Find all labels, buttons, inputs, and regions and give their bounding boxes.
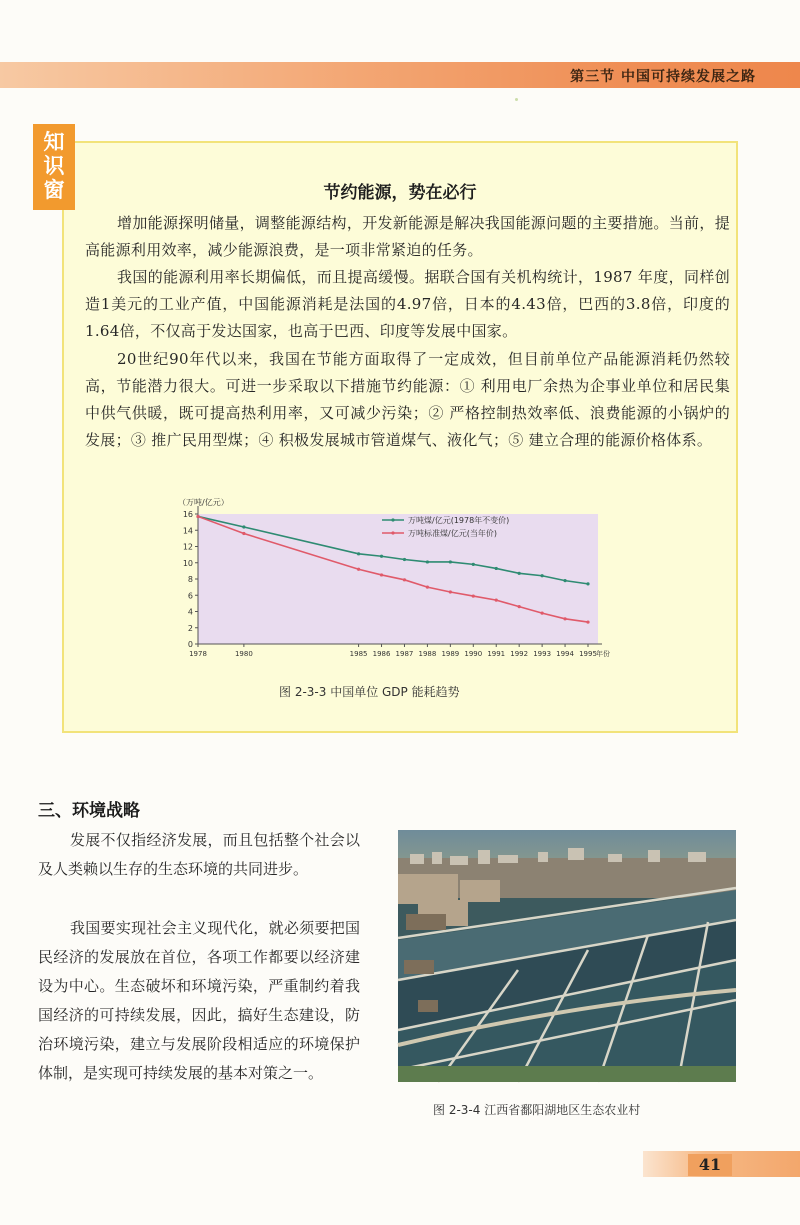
chart-data-point xyxy=(426,560,429,563)
chart-data-point xyxy=(242,532,245,535)
energy-chart-svg xyxy=(168,492,608,664)
chart-data-point xyxy=(403,578,406,581)
chart-data-point xyxy=(586,582,589,585)
chart-data-point xyxy=(242,525,245,528)
chart-data-point xyxy=(586,620,589,623)
chart-x-tick-label: 1990 xyxy=(464,650,483,658)
chart-x-tick-label: 1992 xyxy=(510,650,529,658)
chart-x-tick-label: 1995 xyxy=(579,650,597,658)
chart-x-tick-label: 1987 xyxy=(395,650,414,658)
chart-y-tick-label: 8 xyxy=(187,575,193,584)
chart-y-tick-label: 10 xyxy=(182,558,193,568)
chart-y-tick-label: 12 xyxy=(182,542,193,552)
village-photo-image xyxy=(398,830,736,1082)
chart-data-point xyxy=(380,555,383,558)
knowledge-tag-char: 知 xyxy=(43,130,65,154)
knowledge-title: 节约能源，势在必行 xyxy=(323,183,477,203)
chart-x-label: 年份 xyxy=(596,650,610,658)
chart-y-tick-label: 6 xyxy=(187,591,193,601)
chart-x-tick-label: 1994 xyxy=(556,650,574,658)
knowledge-paragraph: 20世纪90年代以来，我国在节能方面取得了一定成效，但目前单位产品能源消耗仍然较高，节能潜力很大。可进一步采取以下措施节约能源：① 利用电厂余热为企事业单位和居民集中供气供暖，既可提高热利用率，又可减少污染；② 严格控制热效率低、浪费能源的小锅炉的发展；③ 推广民用型煤；④ 积极发展城市管道煤气、液化气；⑤ 建立合理的能源价格体系。 xyxy=(85,350,730,449)
knowledge-tag-char: 窗 xyxy=(43,178,65,202)
chart-data-point xyxy=(495,599,498,602)
chart-y-tick-label: 14 xyxy=(182,526,193,536)
chart-y-tick-label: 4 xyxy=(187,607,193,617)
chart-legend-marker xyxy=(391,518,394,521)
knowledge-paragraph: 增加能源探明储量，调整能源结构，开发新能源是解决我国能源问题的主要措施。当前，提高能源利用效率，减少能源浪费，是一项非常紧迫的任务。 xyxy=(85,214,730,259)
chart-legend-marker xyxy=(391,531,394,534)
chart-data-point xyxy=(380,573,383,576)
chart-data-point xyxy=(563,579,566,582)
chart-x-tick-label: 1993 xyxy=(533,650,552,658)
chart-data-point xyxy=(563,617,566,620)
chart-legend-label: 万吨标准煤/亿元(当年价) xyxy=(408,529,497,538)
chart-data-point xyxy=(449,590,452,593)
chart-legend-label: 万吨煤/亿元(1978年不变价) xyxy=(408,516,510,525)
chart-x-tick-label: 1988 xyxy=(418,650,437,658)
chart-caption: 图 2-3-3 中国单位 GDP 能耗趋势 xyxy=(279,685,460,699)
chart-data-point xyxy=(495,567,498,570)
chart-y-tick-label: 16 xyxy=(182,510,193,519)
chart-x-tick-label: 1978 xyxy=(189,650,207,658)
chart-x-tick-label: 1985 xyxy=(349,650,368,658)
knowledge-tag-char: 识 xyxy=(43,154,65,178)
chart-data-point xyxy=(472,594,475,597)
chart-x-tick-label: 1989 xyxy=(441,650,460,658)
energy-chart xyxy=(168,492,608,664)
village-photo xyxy=(398,830,736,1082)
chart-data-point xyxy=(518,572,521,575)
chart-data-point xyxy=(403,558,406,561)
chart-y-tick-label: 2 xyxy=(187,623,193,633)
chart-data-point xyxy=(357,568,360,571)
chart-data-point xyxy=(357,552,360,555)
section-heading: 三、环境战略 xyxy=(38,801,140,821)
chart-data-point xyxy=(541,574,544,577)
chart-x-tick-label: 1991 xyxy=(487,650,506,658)
chart-y-label: （万吨/亿元） xyxy=(178,498,229,507)
chart-data-point xyxy=(472,563,475,566)
chart-data-point xyxy=(449,560,452,563)
knowledge-paragraph: 我国的能源利用率长期偏低，而且提高缓慢。据联合国有关机构统计，1987 年度，同样创造1美元的工业产值，中国能源消耗是法国的4.97倍，日本的4.43倍，巴西的3.8倍，印度的1.64倍，不仅高于发达国家，也高于巴西、印度等发展中国家。 xyxy=(85,268,730,340)
body-paragraph: 发展不仅指经济发展，而且包括整个社会以及人类赖以生存的生态环境的共同进步。 xyxy=(38,831,360,878)
chart-data-point xyxy=(518,605,521,608)
photo-caption: 图 2-3-4 江西省鄱阳湖地区生态农业村 xyxy=(433,1103,641,1117)
chart-data-point xyxy=(196,515,199,518)
page-number: 41 xyxy=(688,1154,732,1176)
chart-data-point xyxy=(541,612,544,615)
chart-x-tick-label: 1980 xyxy=(234,650,253,658)
body-paragraph: 我国要实现社会主义现代化，就必须要把国民经济的发展放在首位，各项工作都要以经济建设为中心。生态破坏和环境污染，严重制约着我国经济的可持续发展，因此，搞好生态建设，防治环境污染，建立与发展阶段相适应的环境保护体制，是实现可持续发展的基本对策之一。 xyxy=(38,919,360,1082)
chart-x-tick-label: 1986 xyxy=(372,650,391,658)
decorative-dot xyxy=(515,98,518,101)
section-title: 第三节 中国可持续发展之路 xyxy=(570,69,756,85)
chart-data-point xyxy=(426,586,429,589)
chart-y-tick-label: 0 xyxy=(187,640,193,649)
